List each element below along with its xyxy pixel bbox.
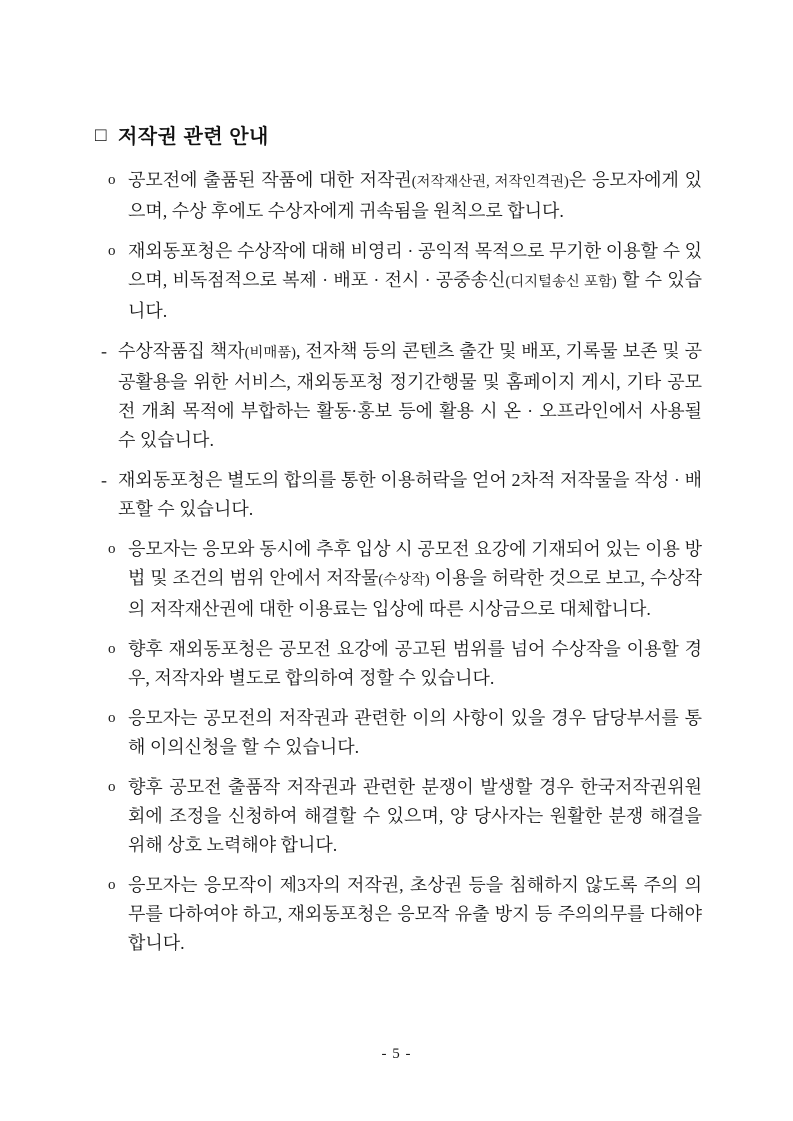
list-item-text: 향후 공모전 출품작 저작권과 관련한 분쟁이 발생할 경우 한국저작권위원회에 조정을 신청하여 해결할 수 있으며, 양 당사자는 원활한 분쟁 해결을 위해 상호 노력해야 합니다. [128, 777, 702, 855]
list-item [95, 237, 702, 326]
dash-marker: - [101, 341, 107, 361]
list-item [95, 535, 702, 624]
list-item-text: 응모자는 응모와 동시에 추후 입상 시 공모전 요강에 기재되어 있는 이용 방법 및 조건의 범위 안에서 저작물(수상작) 이용을 허락한 것으로 보고, 수상작의 저작재산권에 대한 이용료는 입상에 따른 시상금으로 대체합니다. [128, 539, 702, 619]
list-item-text: 향후 재외동포청은 공모전 요강에 공고된 범위를 넘어 수상작을 이용할 경우, 저작자와 별도로 합의하여 정할 수 있습니다. [128, 639, 702, 688]
bullet-marker: o [108, 172, 116, 188]
list-item [95, 704, 702, 762]
list-item [95, 466, 702, 524]
list-item [95, 635, 702, 693]
list-item-text: 응모자는 공모전의 저작권과 관련한 이의 사항이 있을 경우 담당부서를 통해 이의신청을 할 수 있습니다. [128, 708, 702, 757]
list-item [95, 871, 702, 958]
section-heading [95, 124, 702, 150]
dash-marker: - [101, 470, 107, 490]
list-item [95, 773, 702, 860]
bullet-marker: o [108, 779, 116, 795]
bullet-marker: o [108, 877, 116, 893]
square-bullet-icon: □ [95, 125, 107, 146]
list-item [95, 337, 702, 455]
bullet-marker: o [108, 710, 116, 726]
list-item-text: 공모전에 출품된 작품에 대한 저작권(저작재산권, 저작인격권)은 응모자에게 있으며, 수상 후에도 수상자에게 귀속됨을 원칙으로 합니다. [128, 170, 702, 221]
list-item-text: 재외동포청은 수상작에 대해 비영리 · 공익적 목적으로 무기한 이용할 수 있으며, 비독점적으로 복제 · 배포 · 전시 · 공중송신(디지털송신 포함) 할 수 있습니다. [128, 241, 702, 321]
document-content [95, 124, 702, 969]
page-number: - 5 - [381, 1046, 412, 1062]
list-item-text: 재외동포청은 별도의 합의를 통한 이용허락을 얻어 2차적 저작물을 작성 · 배포할 수 있습니다. [118, 470, 702, 519]
list-item-text: 수상작품집 책자(비매품), 전자책 등의 콘텐츠 출간 및 배포, 기록물 보존 및 공공활용을 위한 서비스, 재외동포청 정기간행물 및 홈페이지 게시, 기타 공모전 개최 목적에 부합하는 활동·홍보 등에 활용 시 온 · 오프라인에서 사용될 수 있습니다. [118, 341, 703, 450]
list-item-text: 응모자는 응모작이 제3자의 저작권, 초상권 등을 침해하지 않도록 주의 의무를 다하여야 하고, 재외동포청은 응모작 유출 방지 등 주의의무를 다해야 합니다. [128, 875, 702, 953]
bullet-marker: o [108, 243, 116, 259]
bullet-marker: o [108, 541, 116, 557]
list-item [95, 166, 702, 226]
copyright-notice-list [95, 166, 702, 958]
page-title: 저작권 관련 안내 [117, 126, 269, 148]
bullet-marker: o [108, 641, 116, 657]
